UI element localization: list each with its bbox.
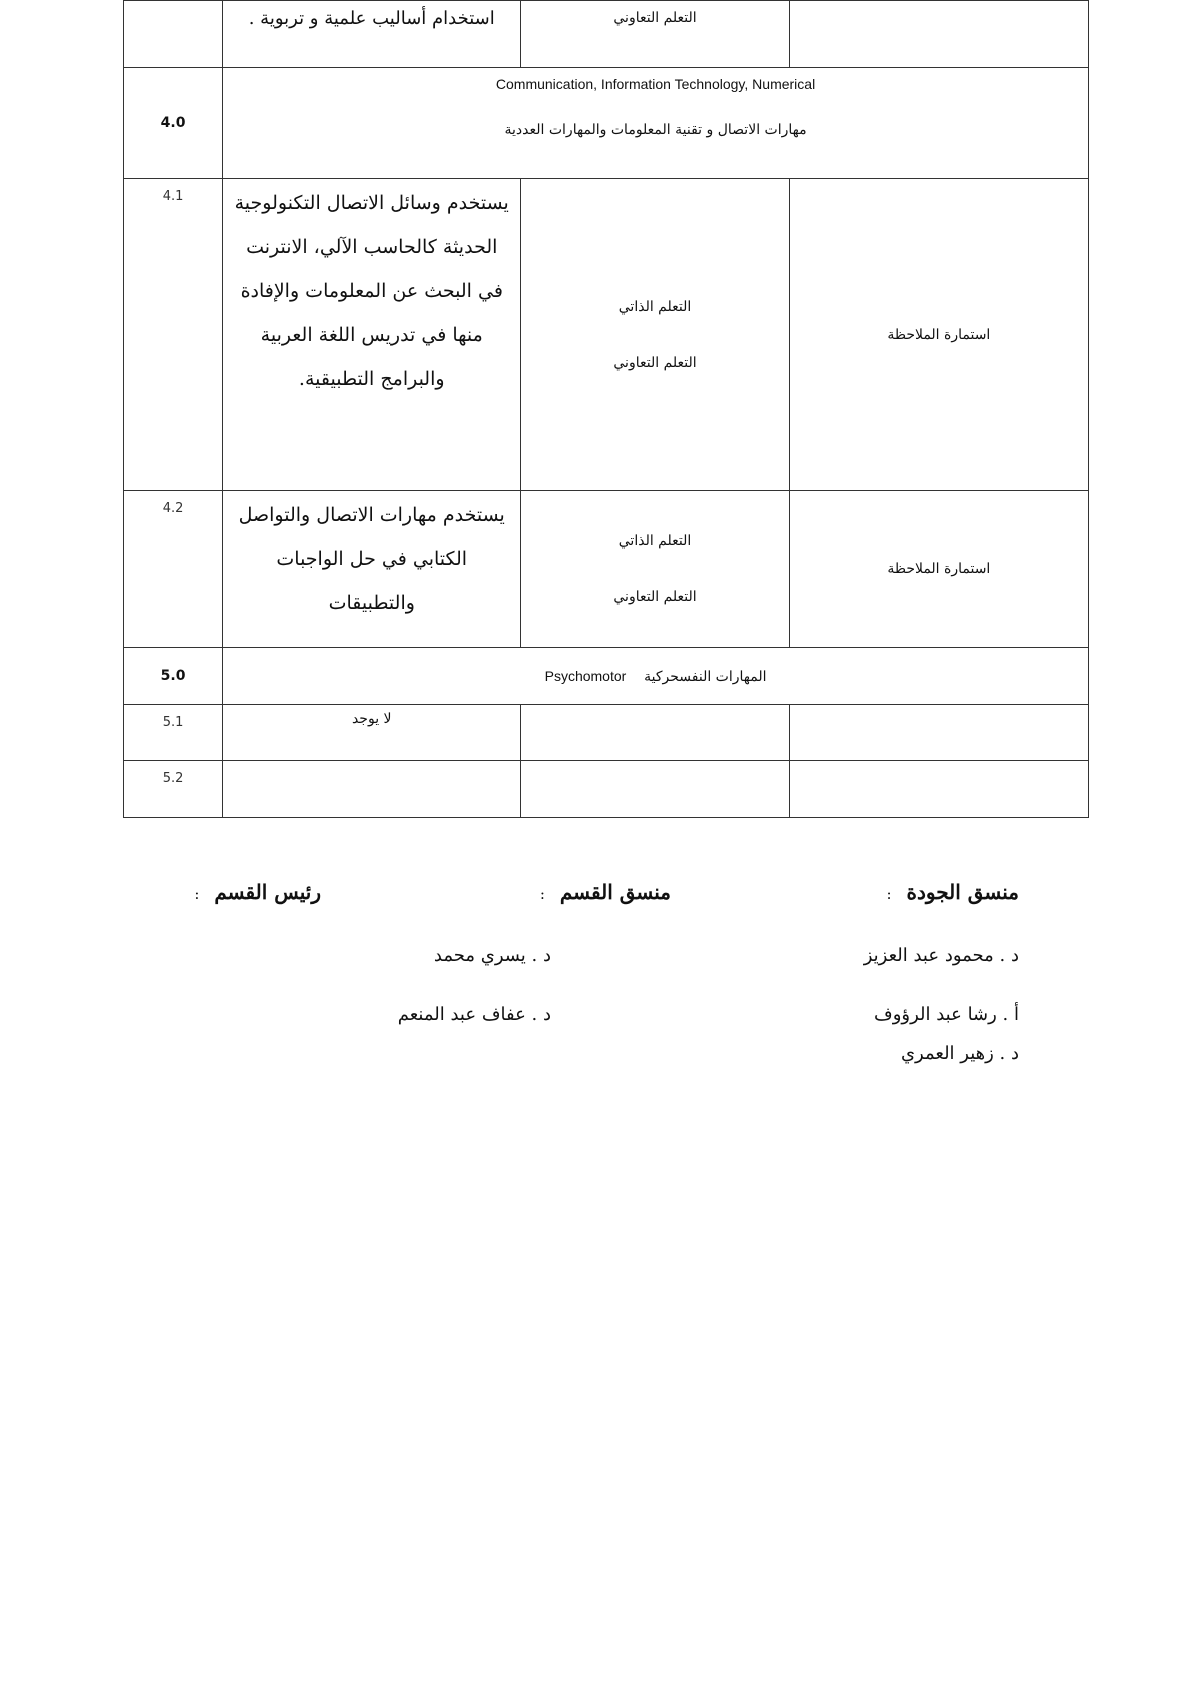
row-number: 5.2	[124, 761, 223, 818]
outcome-text	[223, 761, 521, 818]
outcome-text: يستخدم وسائل الاتصال التكنولوجية الحديثة كالحاسب الآلي، الانترنت في البحث عن المعلومات والإفادة منها في تدريس اللغة العربية والبرامج التطبيقية.	[223, 179, 521, 491]
table-row	[124, 179, 1089, 491]
assessment-method: استمارة الملاحظة	[789, 491, 1088, 648]
table-row	[124, 761, 1089, 818]
teaching-method	[521, 705, 789, 761]
section-title	[223, 648, 1089, 705]
row-number: 4.1	[124, 179, 223, 491]
row-number: 4.2	[124, 491, 223, 648]
dept-head-title	[194, 880, 321, 904]
method-line: التعلم التعاوني	[613, 10, 697, 26]
method-line: التعلم الذاتي	[618, 533, 692, 549]
section-title	[223, 68, 1089, 179]
dept-coordinator-title	[540, 880, 671, 904]
section-title-en: Psychomotor	[544, 667, 627, 684]
teaching-method	[521, 179, 789, 491]
section-number: 4.0	[124, 68, 223, 179]
assessment-method	[789, 1, 1088, 68]
table-row	[124, 1, 1089, 68]
title-text: منسق الجودة	[906, 880, 1019, 904]
teaching-method	[521, 491, 789, 648]
method-line: التعلم التعاوني	[613, 354, 697, 371]
table-row	[124, 491, 1089, 648]
outcome-text: يستخدم مهارات الاتصال والتواصل الكتابي في حل الواجبات والتطبيقات	[223, 491, 521, 648]
outcome-text: لا يوجد	[223, 705, 521, 761]
colon: :	[886, 885, 892, 903]
assessment-method	[789, 705, 1088, 761]
dept-name-1: د . يسري محمد	[433, 945, 551, 966]
colon: :	[539, 885, 545, 903]
table-row	[124, 705, 1089, 761]
teaching-method	[521, 761, 789, 818]
section-header-row	[124, 648, 1089, 705]
quality-coordinator-title	[886, 880, 1019, 904]
row-number	[124, 1, 223, 68]
quality-name-1: د . محمود عبد العزيز	[863, 945, 1019, 966]
method-line: التعلم التعاوني	[613, 589, 697, 605]
title-text: رئيس القسم	[214, 880, 321, 904]
teaching-method	[521, 1, 789, 68]
row-number: 5.1	[124, 705, 223, 761]
section-title-ar: مهارات الاتصال و تقنية المعلومات والمهارات العددية	[504, 122, 807, 138]
quality-name-3: د . زهير العمري	[900, 1043, 1019, 1064]
section-title-ar: المهارات النفسحركية	[644, 668, 767, 685]
colon: :	[194, 885, 200, 903]
assessment-method: استمارة الملاحظة	[789, 179, 1088, 491]
learning-outcomes-table	[123, 0, 1089, 818]
quality-name-2: أ . رشا عبد الرؤوف	[874, 1004, 1019, 1025]
method-line: التعلم الذاتي	[618, 298, 692, 315]
section-number: 5.0	[124, 648, 223, 705]
assessment-method	[789, 761, 1088, 818]
title-text: منسق القسم	[559, 880, 671, 904]
outcome-text: استخدام أساليب علمية و تربوية .	[223, 1, 521, 68]
dept-name-2: د . عفاف عبد المنعم	[397, 1004, 551, 1025]
section-header-row	[124, 68, 1089, 179]
section-title-en: Communication, Information Technology, Numerical	[495, 76, 816, 92]
